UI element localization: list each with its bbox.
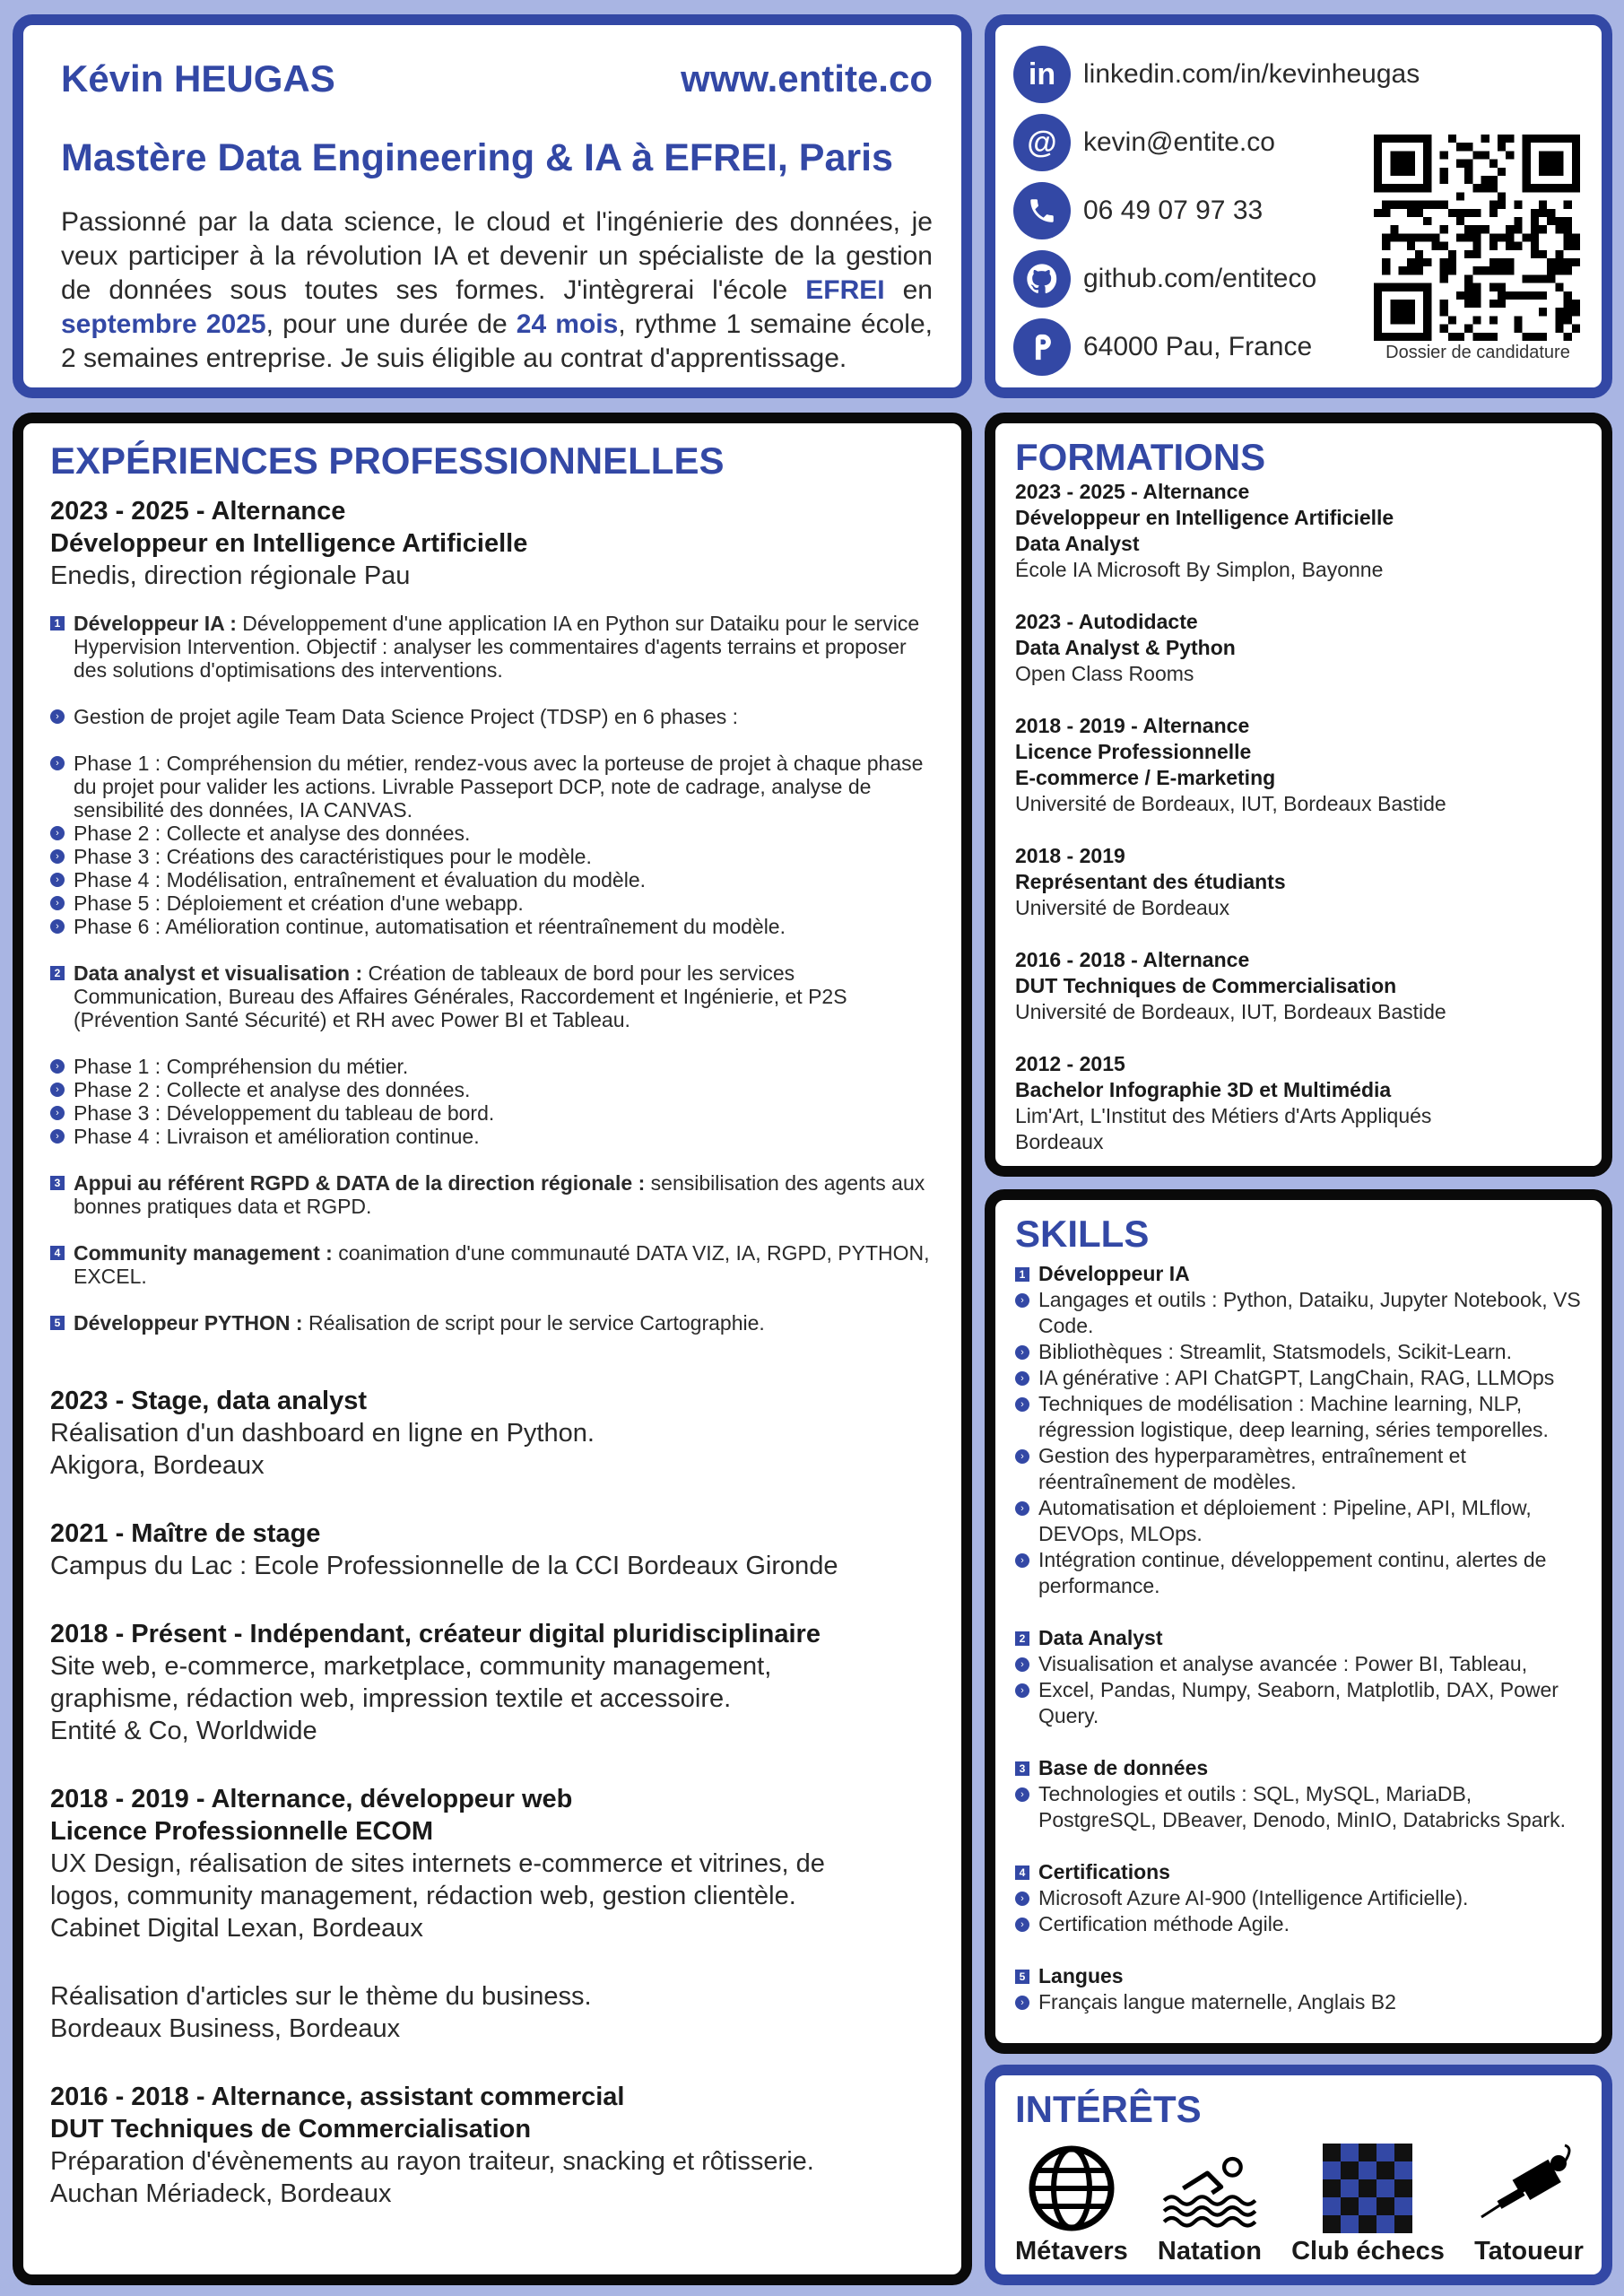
qr-code-icon[interactable]: [1374, 135, 1580, 341]
job1-company: Enedis, direction régionale Pau: [50, 561, 411, 590]
number-badge: 2: [1015, 1631, 1029, 1646]
number-badge: 3: [1015, 1761, 1029, 1776]
skill-group: 5 Langues › Français langue maternelle, Anglais B2: [1015, 1963, 1584, 2015]
interests-section: [985, 2065, 1612, 2285]
website-link[interactable]: www.entite.co: [681, 57, 933, 100]
number-badge: 5: [50, 1316, 65, 1330]
list-item: › Certification méthode Agile.: [1015, 1911, 1584, 1937]
phase-list-2: [50, 1055, 942, 1148]
bullet-arrow-icon: ›: [50, 826, 65, 840]
experiences-title: EXPÉRIENCES PROFESSIONNELLES: [50, 439, 725, 482]
start-date-highlight: septembre 2025: [61, 309, 266, 339]
number-badge: 1: [1015, 1267, 1029, 1282]
job1-period: 2023 - 2025 - Alternance: [50, 497, 346, 526]
bullet-arrow-icon: ›: [1015, 1683, 1029, 1698]
list-item: › Bibliothèques : Streamlit, Statsmodels, Scikit-Learn.: [1015, 1339, 1584, 1365]
task-data-analyst: 2 Data analyst et visualisation : Création de tableaux de bord pour les services Communication, Bureau des Affaires Générales, Raccordement et Ingénierie, et P2S (Prévention Santé Sécurité) et RH avec Power BI et Tableau.: [50, 961, 942, 1031]
contact-email[interactable]: @ kevin@entite.co: [1013, 111, 1584, 174]
bullet-arrow-icon: ›: [1015, 1918, 1029, 1932]
list-item: › Phase 3 : Créations des caractéristiques pour le modèle.: [50, 845, 942, 868]
task-community: 4 Community management : coanimation d'une communauté DATA VIZ, IA, RGPD, PYTHON, EXCEL.: [50, 1241, 942, 1288]
job2-heading: 2023 - Stage, data analyst: [50, 1387, 367, 1415]
list-item: › Intégration continue, développement continu, alertes de performance.: [1015, 1547, 1584, 1599]
linkedin-icon: in: [1013, 46, 1071, 103]
interest-item: Club échecs: [1291, 2144, 1445, 2266]
contact-linkedin[interactable]: in linkedin.com/in/kevinheugas: [1013, 43, 1584, 106]
list-item: › Phase 5 : Déploiement et création d'une webapp.: [50, 891, 942, 915]
list-item: › Phase 1 : Compréhension du métier.: [50, 1055, 942, 1078]
job4-heading: 2018 - Présent - Indépendant, créateur digital pluridisciplinaire: [50, 1620, 821, 1648]
intro-paragraph: Passionné par la data science, le cloud et l'ingénierie des données, je veux participer à la révolution IA et devenir un spécialiste de la gestion de données sous toutes ses formes. J'intègrerai l'école EFREI en septembre 2025, pour une durée de 24 mois, rythme 1 semaine école, 2 semaines entreprise. Je suis éligible au contrat d'apprentissage.: [61, 207, 933, 373]
number-badge: 4: [50, 1246, 65, 1260]
job1-role: Développeur en Intelligence Artificielle: [50, 529, 528, 558]
skill-group: 2 Data Analyst › Visualisation et analyse avancée : Power BI, Tableau, › Excel, Pandas, Numpy, Seaborn, Matplotlib, DAX, Power Query.: [1015, 1625, 1584, 1729]
list-item: › Microsoft Azure AI-900 (Intelligence Artificielle).: [1015, 1885, 1584, 1911]
header-panel: [13, 14, 972, 398]
formations-section: [985, 413, 1612, 1177]
formation-item: 2023 - Autodidacte Data Analyst & Python Open Class Rooms: [1015, 610, 1236, 685]
number-badge: 2: [50, 966, 65, 980]
list-item: › Phase 2 : Collecte et analyse des données.: [50, 822, 942, 845]
bullet-arrow-icon: ›: [1015, 1293, 1029, 1308]
number-badge: 1: [50, 616, 65, 631]
interests-title: INTÉRÊTS: [1015, 2088, 1202, 2130]
bullet-arrow-icon: ›: [50, 1083, 65, 1097]
list-item: › Visualisation et analyse avancée : Power BI, Tableau,: [1015, 1651, 1584, 1677]
github-icon: [1013, 250, 1071, 308]
formation-item: 2018 - 2019 - Alternance Licence Professionnelle E-commerce / E-marketing Université de Bordeaux, IUT, Bordeaux Bastide: [1015, 714, 1446, 815]
bullet-arrow-icon: ›: [50, 849, 65, 864]
bullet-arrow-icon: ›: [1015, 1553, 1029, 1568]
contact-panel: [985, 14, 1612, 398]
contact-github[interactable]: github.com/entiteco: [1013, 248, 1584, 310]
bullet-arrow-icon: ›: [50, 896, 65, 910]
interest-item: Natation: [1158, 2144, 1262, 2266]
bullet-arrow-icon: ›: [50, 873, 65, 887]
list-item: › Phase 2 : Collecte et analyse des données.: [50, 1078, 942, 1101]
bullet-arrow-icon: ›: [50, 1059, 65, 1074]
bullet-arrow-icon: ›: [1015, 1371, 1029, 1386]
interest-item: Tatoueur: [1474, 2144, 1584, 2266]
location-pin-icon: [1013, 318, 1071, 376]
formation-item: 2016 - 2018 - Alternance DUT Techniques de Commercialisation Université de Bordeaux, IUT, Bordeaux Bastide: [1015, 948, 1446, 1023]
skills-section: [985, 1189, 1612, 2054]
interest-item: Métavers: [1015, 2144, 1128, 2266]
list-item: › IA générative : API ChatGPT, LangChain, RAG, LLMOps: [1015, 1365, 1584, 1391]
list-item: › Phase 3 : Développement du tableau de bord.: [50, 1101, 942, 1125]
list-item: › Langages et outils : Python, Dataiku, Jupyter Notebook, VS Code.: [1015, 1287, 1584, 1339]
duration-highlight: 24 mois: [516, 309, 619, 339]
bullet-arrow-icon: ›: [1015, 1501, 1029, 1516]
bullet-arrow-icon: ›: [1015, 1397, 1029, 1412]
tattoo-machine-icon: [1480, 2144, 1578, 2233]
list-item: › Français langue maternelle, Anglais B2: [1015, 1989, 1584, 2015]
list-item: › Phase 4 : Livraison et amélioration continue.: [50, 1125, 942, 1148]
bullet-arrow-icon: ›: [50, 756, 65, 770]
list-item: › Phase 6 : Amélioration continue, automatisation et réentraînement du modèle.: [50, 915, 942, 938]
number-badge: 4: [1015, 1866, 1029, 1880]
experiences-section: EXPÉRIENCES PROFESSIONNELLES 2023 - 2025 - Alternance Développeur en Intelligence Artificielle Enedis, direction régionale Pau 1 Développeur IA : Développement d'une application IA en Python sur Dataiku pour le service Hypervision Intervention. Objectif : analyser les commentaires d'agents terrains et proposer des solutions d'optimisations des interventions. › Gestion de projet agile Team Data Science Project (TDSP) en 6 phases : › Phase 1 : Compréhension du métier, rendez-vous avec la porteuse de projet à chaque phase du projet pour valider les actions. Livrable Passeport DCP, note de cadrage, analyse de sensibilité des données, IA CANVAS. › Phase 2 : Collecte et analyse des données. › Phase 3 : Créations des caractéristiques pour le modèle. › Phase 4 : Modélisation, entraînement et évaluation du modèle. › Phase 5 : Déploiement et création d'une webapp. › Phase 6 : Amélioration continue, automatisation et réentraînement du modèle. 2 Data analyst et visualisation : Création de tableaux de bord pour les services Communication, Bureau des Affaires Générales, Raccordement et Ingénierie, et P2S (Prévention Santé Sécurité) et RH avec Power BI et Tableau. › Phase 1 : Compréhension du métier. › Phase 2 : Collecte et analyse des données. › Phase 3 : Développement du tableau de bord. › Phase 4 : Livraison et amélioration continue. 3 Appui au référent RGPD & DATA de la direction régionale : sensibilisation des agents aux bonnes pratiques data et RGPD. 4 Community management : coanimation d'une communauté DATA VIZ, IA, RGPD, PYTHON, EXCEL. 5 Développeur PYTHON : Réalisation de script pour le service Cartographie. 2023 - Stage, data analyst Réalisation d'un dashboard en ligne en Python. Akigora, Bordeaux 2021 - Maître de stage Campus du Lac : Ecole Professionnelle de la CCI Bordeaux Gironde 2018 - Présent - Indépendant, créateur digital pluridisciplinaire Site web, e-commerce, marketplace, community management, graphisme, rédaction web, impression textile et accessoire. Entité & Co, Worldwide 2018 - 2019 - Alternance, développeur web Licence Professionnelle ECOM UX Design, réalisation de sites internets e-commerce et vitrines, de logos, community management, rédaction web, gestion clientèle. Cabinet Digital Lexan, Bordeaux Réalisation d'articles sur le thème du business. Bordeaux Business, Bordeaux 2016 - 2018 - Alternance, assistant commercial DUT Techniques de Commercialisation Préparation d'évènements au rayon traiteur, snacking et rôtisserie. Auchan Mériadeck, Bordeaux: [13, 413, 972, 2285]
job5-heading: 2018 - 2019 - Alternance, développeur web: [50, 1785, 573, 1813]
number-badge: 3: [50, 1176, 65, 1190]
contact-location: 64000 Pau, France: [1013, 316, 1584, 378]
contact-phone[interactable]: 06 49 07 97 33: [1013, 179, 1584, 242]
formations-title: FORMATIONS: [1015, 436, 1266, 478]
target-degree: Mastère Data Engineering & IA à EFREI, Paris: [61, 136, 893, 179]
task-python-dev: 5 Développeur PYTHON : Réalisation de script pour le service Cartographie.: [50, 1311, 942, 1335]
bullet-arrow-icon: ›: [1015, 1657, 1029, 1672]
list-item: › Technologies et outils : SQL, MySQL, MariaDB, PostgreSQL, DBeaver, Denodo, MinIO, Databricks Spark.: [1015, 1781, 1584, 1833]
task-rgpd-support: 3 Appui au référent RGPD & DATA de la direction régionale : sensibilisation des agents aux bonnes pratiques data et RGPD.: [50, 1171, 942, 1218]
list-item: › Phase 4 : Modélisation, entraînement et évaluation du modèle.: [50, 868, 942, 891]
job3-heading: 2021 - Maître de stage: [50, 1519, 321, 1548]
bullet-arrow-icon: ›: [1015, 1449, 1029, 1464]
globe-icon: [1022, 2144, 1121, 2233]
list-item: › Automatisation et déploiement : Pipeline, API, MLflow, DEVOps, MLOps.: [1015, 1495, 1584, 1547]
list-item: › Excel, Pandas, Numpy, Seaborn, Matplotlib, DAX, Power Query.: [1015, 1677, 1584, 1729]
list-item: › Techniques de modélisation : Machine learning, NLP, régression logistique, deep learning, séries temporelles.: [1015, 1391, 1584, 1443]
swimmer-icon: [1160, 2144, 1259, 2233]
number-badge: 5: [1015, 1970, 1029, 1984]
school-highlight: EFREI: [805, 275, 885, 305]
formation-item: 2012 - 2015 Bachelor Infographie 3D et Multimédia Lim'Art, L'Institut des Métiers d'Arts Appliqués Bordeaux: [1015, 1052, 1432, 1153]
task-ai-developer: 1 Développeur IA : Développement d'une application IA en Python sur Dataiku pour le service Hypervision Intervention. Objectif : analyser les commentaires d'agents terrains et proposer des solutions d'optimisations des interventions.: [50, 612, 942, 682]
job6-heading: 2016 - 2018 - Alternance, assistant commercial: [50, 2083, 625, 2111]
bullet-arrow-icon: ›: [1015, 1892, 1029, 1906]
list-item: › Gestion des hyperparamètres, entraînement et réentraînement de modèles.: [1015, 1443, 1584, 1495]
list-item: › Phase 1 : Compréhension du métier, rendez-vous avec la porteuse de projet à chaque phase du projet pour valider les actions. Livrable Passeport DCP, note de cadrage, analyse de sensibilité des données, IA CANVAS.: [50, 752, 942, 822]
bullet-arrow-icon: ›: [1015, 1996, 1029, 2010]
bullet-arrow-icon: ›: [50, 919, 65, 934]
bullet-arrow-icon: ›: [50, 709, 65, 724]
candidate-name: Kévin HEUGAS: [61, 57, 335, 100]
bullet-arrow-icon: ›: [50, 1106, 65, 1120]
at-sign-icon: @: [1013, 114, 1071, 171]
formation-item: 2018 - 2019 Représentant des étudiants Université de Bordeaux: [1015, 844, 1286, 919]
skills-title: SKILLS: [1015, 1213, 1150, 1255]
phase-list-1: [50, 752, 942, 938]
bullet-arrow-icon: ›: [50, 1129, 65, 1144]
formation-item: 2023 - 2025 - Alternance Développeur en Intelligence Artificielle Data Analyst École IA Microsoft By Simplon, Bayonne: [1015, 480, 1394, 581]
phone-icon: [1013, 182, 1071, 239]
bullet-arrow-icon: ›: [1015, 1787, 1029, 1802]
bullet-arrow-icon: ›: [1015, 1345, 1029, 1360]
chessboard-icon: [1318, 2144, 1417, 2233]
task-agile-intro: › Gestion de projet agile Team Data Science Project (TDSP) en 6 phases :: [50, 705, 942, 728]
skill-group: 3 Base de données › Technologies et outils : SQL, MySQL, MariaDB, PostgreSQL, DBeaver, Denodo, MinIO, Databricks Spark.: [1015, 1755, 1584, 1833]
skill-group: 1 Développeur IA › Langages et outils : Python, Dataiku, Jupyter Notebook, VS Code. › Bibliothèques : Streamlit, Statsmodels, Scikit-Learn. › IA générative : API ChatGPT, LangChain, RAG, LLMOps › Techniques de modélisation : Machine learning, NLP, régression logistique, deep learning, séries temporelles. › Gestion des hyperparamètres, entraînement et réentraînement de modèles. › Automatisation et déploiement : Pipeline, API, MLflow, DEVOps, MLOps. › Intégration continue, développement continu, alertes de performance.: [1015, 1261, 1584, 1599]
skill-group: 4 Certifications › Microsoft Azure AI-900 (Intelligence Artificielle). › Certification méthode Agile.: [1015, 1859, 1584, 1937]
qr-caption: Dossier de candidature: [1385, 343, 1570, 362]
